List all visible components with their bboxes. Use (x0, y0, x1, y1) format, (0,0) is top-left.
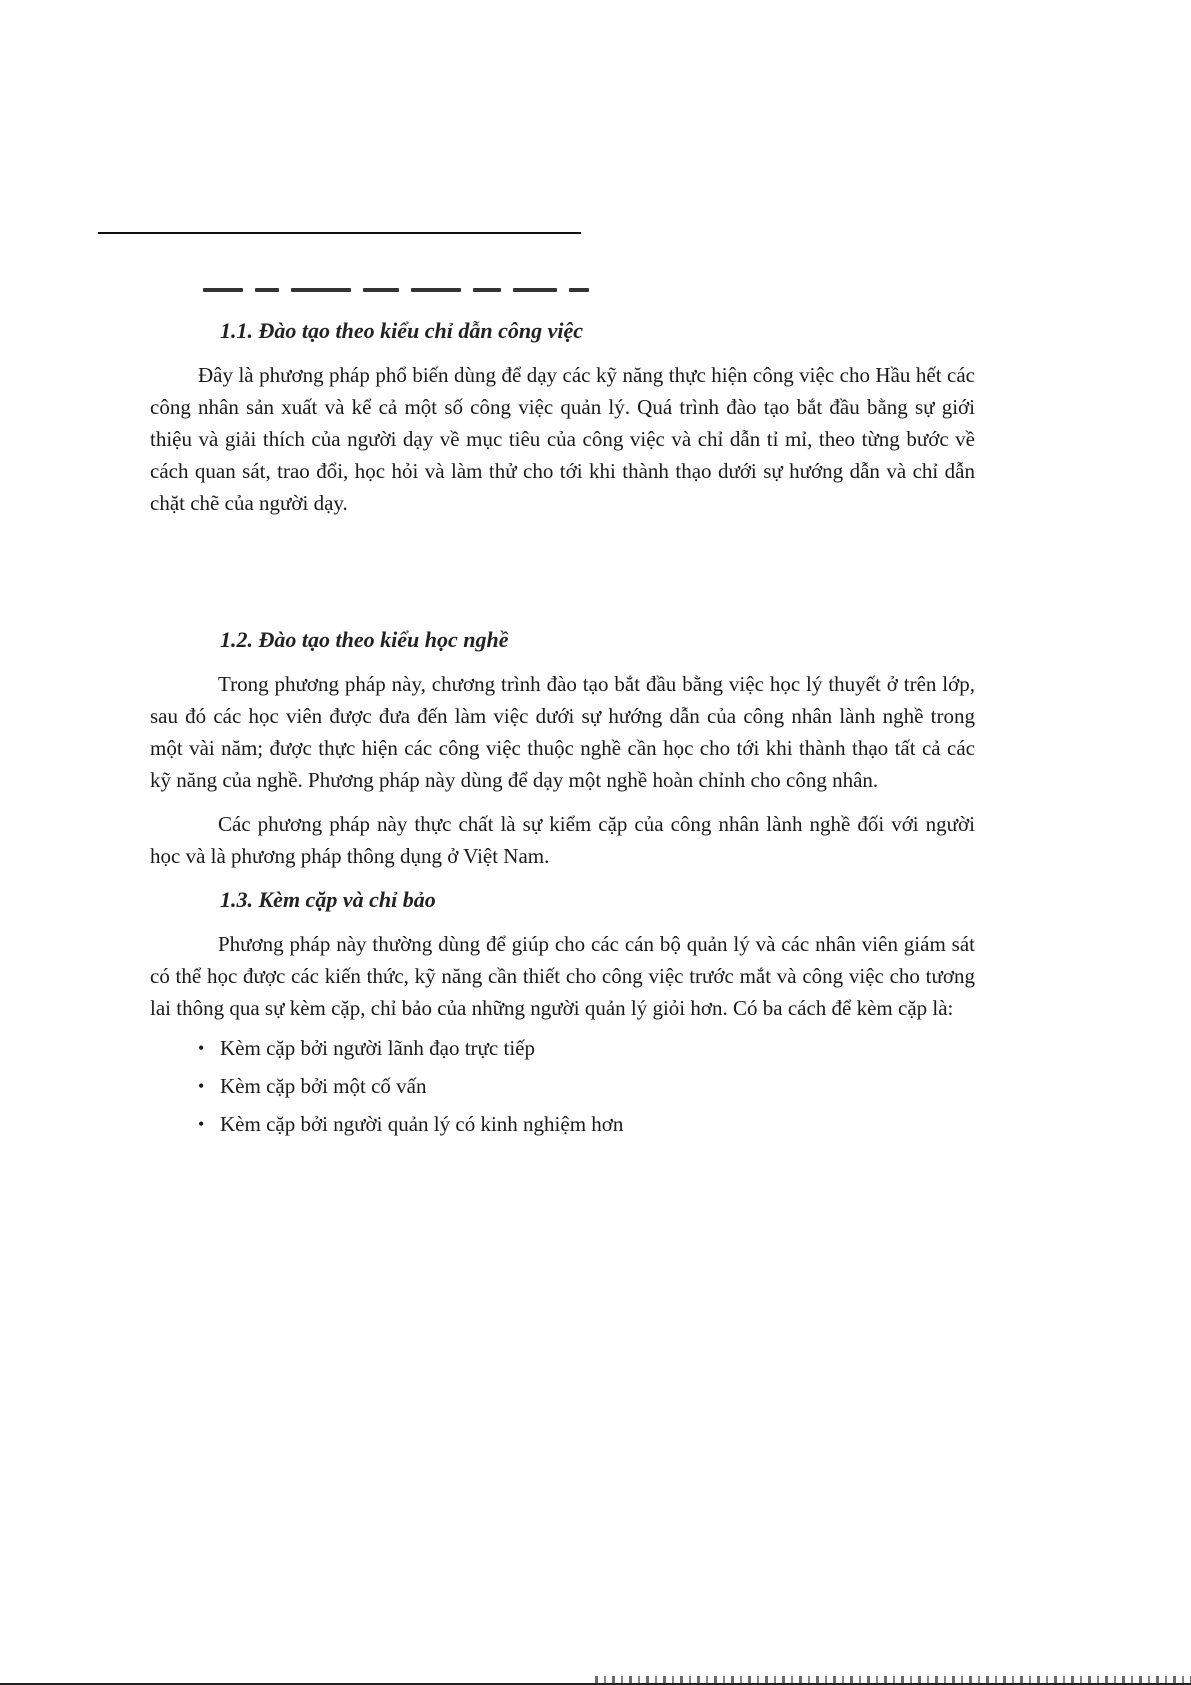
section-1-1-paragraph: Đây là phương pháp phổ biến dùng để dạy các kỹ năng thực hiện công việc cho Hầu hết các công nhân sản xuất và kể cả một số công việc quản lý. Quá trình đào tạo bắt đầu bằng sự giới thiệu và giải thích của người dạy về mục tiêu của công việc và chỉ dẫn tỉ mỉ, theo từng bước về cách quan sát, trao đổi, học hỏi và làm thử cho tới khi thành thạo dưới sự hướng dẫn và chỉ dẫn chặt chẽ của người dạy. (150, 363, 975, 515)
section-1-2-paragraph-2: Các phương pháp này thực chất là sự kiểm cặp của công nhân lành nghề đối với người học và là phương pháp thông dụng ở Việt Nam. (150, 812, 975, 868)
list-item (198, 1070, 975, 1102)
section-heading-1-3: 1.3. Kèm cặp và chỉ bảo (220, 887, 436, 912)
document-content (150, 315, 975, 1146)
top-rule (98, 232, 581, 234)
cropped-bottom-text (595, 1676, 1191, 1683)
list-item-text: Kèm cặp bởi người lãnh đạo trực tiếp (220, 1036, 535, 1060)
cropped-text-line (203, 280, 603, 296)
list-item (198, 1032, 975, 1064)
bullet-icon: • (198, 1038, 205, 1058)
bullet-icon: • (198, 1076, 205, 1096)
list-item-text: Kèm cặp bởi người quản lý có kinh nghiệm hơn (220, 1112, 624, 1136)
bullet-icon: • (198, 1114, 205, 1134)
coaching-methods-list (150, 1032, 975, 1140)
section-heading-1-2: 1.2. Đào tạo theo kiểu học nghề (220, 627, 509, 652)
section-1-3-paragraph: Phương pháp này thường dùng để giúp cho các cán bộ quản lý và các nhân viên giám sát có thể học được các kiến thức, kỹ năng cần thiết cho công việc trước mắt và công việc cho tương lai thông qua sự kèm cặp, chỉ bảo của những người quản lý giỏi hơn. Có ba cách để kèm cặp là: (150, 932, 975, 1020)
list-item-text: Kèm cặp bởi một cố vấn (220, 1074, 427, 1098)
list-item (198, 1108, 975, 1140)
section-1-2-paragraph-1: Trong phương pháp này, chương trình đào tạo bắt đầu bằng việc học lý thuyết ở trên lớp, sau đó các học viên được đưa đến làm việc dưới sự hướng dẫn của công nhân lành nghề trong một vài năm; được thực hiện các công việc thuộc nghề cần học cho tới khi thành thạo tất cả các kỹ năng của nghề. Phương pháp này dùng để dạy một nghề hoàn chỉnh cho công nhân. (150, 672, 975, 792)
section-heading-1-1: 1.1. Đào tạo theo kiểu chỉ dẫn công việc (220, 318, 583, 343)
